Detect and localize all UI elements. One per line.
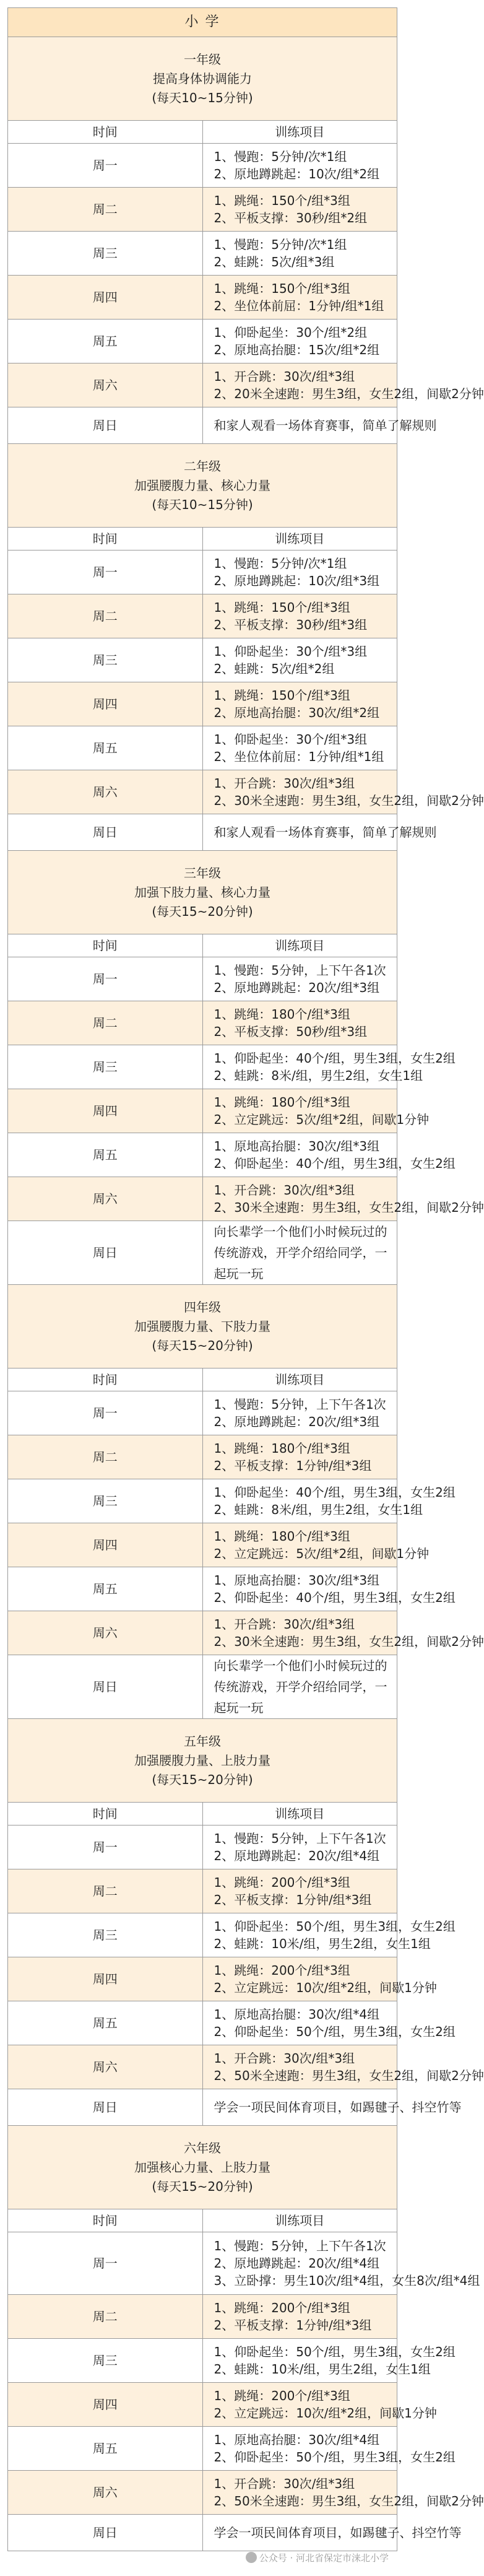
training-item: 1、跳绳：180个/组*3组 (214, 1441, 350, 1456)
training-item: 1、原地高抬腿：30次/组*3组 (214, 1573, 380, 1588)
grade-duration: (每天10~15分钟) (152, 90, 253, 105)
day-cell: 周六 (8, 770, 203, 814)
training-cell (202, 1391, 397, 1435)
grade-header-row (8, 851, 397, 934)
training-item: 1、仰卧起坐：30个/组*3组 (214, 732, 368, 747)
training-item: 1、跳绳：180个/组*3组 (214, 1529, 350, 1544)
training-cell (202, 1001, 397, 1045)
training-cell (202, 1869, 397, 1913)
watermark (246, 2551, 389, 2564)
training-item: 2、原地蹲跳起：20次/组*4组 (214, 1848, 380, 1863)
training-cell (202, 770, 484, 814)
training-item: 和家人观看一场体育赛事，简单了解规则 (214, 825, 437, 840)
day-cell: 周六 (8, 1177, 203, 1221)
training-item: 2、原地蹲跳起：20次/组*3组 (214, 1414, 380, 1429)
training-item: 向长辈学一个他们小时候玩过的传统游戏，开学介绍给同学，一起玩一玩 (214, 1658, 387, 1715)
table-row (8, 1089, 397, 1133)
table-row (8, 1001, 397, 1045)
day-cell: 周三 (8, 2339, 203, 2383)
day-cell: 周四 (8, 276, 203, 320)
column-header-day: 时间 (8, 1368, 203, 1391)
training-item: 1、仰卧起坐：50个/组，男生3组，女生2组 (214, 1919, 456, 1934)
grade-header (8, 37, 397, 121)
grade-name: 六年级 (184, 2140, 221, 2156)
table-row (8, 1479, 397, 1523)
grade-header-row (8, 444, 397, 528)
training-cell (202, 2045, 484, 2089)
day-cell: 周三 (8, 1913, 203, 1957)
table-row (8, 594, 397, 638)
training-item: 2、立定跳远：10次/组*2组，间歇1分钟 (214, 1980, 437, 1995)
table-row (8, 1957, 397, 2001)
training-item: 1、开合跳：30次/组*3组 (214, 2051, 355, 2066)
training-item: 2、20米全速跑：男生3组，女生2组，间歇2分钟 (214, 386, 484, 401)
grade-goal: 加强腰腹力量、核心力量 (134, 477, 270, 493)
day-cell: 周二 (8, 2295, 203, 2339)
training-item: 2、平板支撑：50秒/组*3组 (214, 1024, 368, 1039)
training-item: 2、原地高抬腿：15次/组*2组 (214, 342, 380, 357)
training-item: 1、慢跑：5分钟，上下午各1次 (214, 963, 386, 978)
training-item: 1、开合跳：30次/组*3组 (214, 1183, 355, 1198)
day-cell: 周一 (8, 550, 203, 594)
training-cell (202, 2001, 456, 2045)
training-item: 1、跳绳：150个/组*3组 (214, 281, 350, 296)
training-item: 1、跳绳：150个/组*3组 (214, 600, 350, 615)
grade-name: 二年级 (184, 458, 221, 474)
training-item: 1、仰卧起坐：40个/组，男生3组，女生2组 (214, 1485, 456, 1500)
day-cell: 周六 (8, 1611, 203, 1655)
training-item: 2、蛙跳：5次/组*2组 (214, 661, 335, 676)
column-header-day: 时间 (8, 934, 203, 957)
training-cell (202, 2471, 484, 2515)
day-cell: 周日 (8, 1221, 203, 1285)
training-cell (202, 320, 397, 363)
training-cell (202, 2295, 397, 2339)
column-header-row (8, 2209, 397, 2232)
training-cell (202, 814, 437, 851)
grade-name: 三年级 (184, 865, 221, 881)
grade-duration: (每天10~15分钟) (152, 497, 253, 512)
table-row (8, 1221, 397, 1285)
training-item: 1、仰卧起坐：40个/组，男生3组，女生2组 (214, 1051, 456, 1066)
grade-header (8, 1285, 397, 1368)
table-title-row (8, 8, 397, 37)
day-cell: 周日 (8, 2089, 203, 2126)
day-cell: 周三 (8, 1045, 203, 1089)
training-item: 2、30米全速跑：男生3组，女生2组，间歇2分钟 (214, 1634, 484, 1649)
column-header-row (8, 934, 397, 957)
day-cell: 周日 (8, 407, 203, 444)
grade-header (8, 444, 397, 528)
grade-duration: (每天15~20分钟) (152, 1338, 253, 1353)
training-item: 2、立定跳远：5次/组*2组，间歇1分钟 (214, 1546, 430, 1561)
table-row (8, 144, 397, 188)
training-item: 2、30米全速跑：男生3组，女生2组，间歇2分钟 (214, 793, 484, 808)
training-cell (202, 2232, 480, 2295)
training-item: 和家人观看一场体育赛事，简单了解规则 (214, 418, 437, 433)
training-item: 1、原地高抬腿：30次/组*4组 (214, 2432, 380, 2447)
day-cell: 周四 (8, 1957, 203, 2001)
grade-duration: (每天15~20分钟) (152, 2178, 253, 2194)
training-cell (202, 363, 484, 407)
training-cell (202, 188, 397, 232)
training-item: 2、坐位体前屈：1分钟/组*1组 (214, 298, 384, 313)
table-row (8, 1045, 397, 1089)
training-item: 2、原地蹲跳起：20次/组*3组 (214, 980, 380, 995)
training-item: 1、慢跑：5分钟，上下午各1次 (214, 1397, 386, 1412)
table-row (8, 1435, 397, 1479)
training-cell (202, 2515, 462, 2551)
day-cell: 周一 (8, 1391, 203, 1435)
column-header-row (8, 1803, 397, 1825)
day-cell: 周三 (8, 232, 203, 276)
day-cell: 周五 (8, 1133, 203, 1177)
grade-header-row (8, 37, 397, 121)
training-cell (202, 1177, 484, 1221)
day-cell: 周六 (8, 2045, 203, 2089)
table-row (8, 2515, 397, 2551)
grade-name: 一年级 (184, 51, 221, 67)
training-item: 向长辈学一个他们小时候玩过的传统游戏，开学介绍给同学，一起玩一玩 (214, 1224, 387, 1281)
training-item: 1、跳绳：180个/组*3组 (214, 1095, 350, 1110)
training-item: 1、慢跑：5分钟，上下午各1次 (214, 2239, 386, 2253)
table-row (8, 232, 397, 276)
training-item: 2、50米全速跑：男生3组，女生2组，间歇2分钟 (214, 2494, 484, 2509)
training-cell (202, 1045, 456, 1089)
table-row (8, 1869, 397, 1913)
training-item: 2、平板支撑：30秒/组*3组 (214, 617, 368, 632)
day-cell: 周四 (8, 1523, 203, 1567)
day-cell: 周四 (8, 1089, 203, 1133)
table-row (8, 1655, 397, 1719)
training-cell (202, 1435, 397, 1479)
grade-header-row (8, 2126, 397, 2209)
training-cell (202, 1567, 456, 1611)
table-row (8, 2045, 397, 2089)
table-row (8, 770, 397, 814)
column-header-day: 时间 (8, 2209, 203, 2232)
training-item: 1、跳绳：150个/组*3组 (214, 688, 350, 703)
training-item: 1、慢跑：5分钟/次*1组 (214, 556, 347, 571)
training-cell (202, 1089, 430, 1133)
training-cell (202, 1957, 437, 2001)
table-row (8, 2295, 397, 2339)
training-item: 2、立定跳远：5次/组*2组，间歇1分钟 (214, 1112, 430, 1127)
training-item: 学会一项民间体育项目，如踢毽子、抖空竹等 (214, 2100, 462, 2115)
table-row (8, 638, 397, 682)
training-item: 2、蛙跳：8米/组，男生2组，女生1组 (214, 1068, 423, 1083)
training-cell (202, 1825, 397, 1869)
grade-header-row (8, 1285, 397, 1368)
table-row (8, 2001, 397, 2045)
column-header-content: 训练项目 (202, 934, 397, 957)
training-cell (202, 2089, 462, 2126)
training-item: 2、原地高抬腿：30次/组*2组 (214, 705, 380, 720)
table-title: 小 学 (8, 8, 397, 37)
day-cell: 周五 (8, 2001, 203, 2045)
training-cell (202, 594, 397, 638)
training-item: 1、跳绳：150个/组*3组 (214, 193, 350, 208)
table-row (8, 188, 397, 232)
table-row (8, 2383, 397, 2427)
table-row (8, 363, 397, 407)
grade-goal: 加强核心力量、上肢力量 (134, 2159, 270, 2175)
column-header-content: 训练项目 (202, 1368, 397, 1391)
training-item: 1、慢跑：5分钟/次*1组 (214, 149, 347, 164)
training-item: 2、蛙跳：5次/组*3组 (214, 255, 335, 269)
day-cell: 周六 (8, 2471, 203, 2515)
training-item: 1、开合跳：30次/组*3组 (214, 1617, 355, 1632)
table-row (8, 1523, 397, 1567)
column-header-row (8, 121, 397, 144)
day-cell: 周三 (8, 638, 203, 682)
day-cell: 周五 (8, 320, 203, 363)
day-cell: 周一 (8, 1825, 203, 1869)
training-item: 2、仰卧起坐：40个/组，男生3组，女生2组 (214, 1590, 456, 1605)
column-header-day: 时间 (8, 121, 203, 144)
day-cell: 周五 (8, 2427, 203, 2471)
day-cell: 周二 (8, 188, 203, 232)
table-row (8, 276, 397, 320)
table-body (8, 8, 484, 2551)
column-header-day: 时间 (8, 528, 203, 550)
training-item: 1、仰卧起坐：30个/组*2组 (214, 325, 368, 340)
table-row (8, 726, 397, 770)
column-header-row (8, 528, 397, 550)
table-row (8, 2089, 397, 2126)
watermark-text: 公众号 · 河北省保定市涞北小学 (259, 2552, 389, 2564)
training-cell (202, 1221, 397, 1285)
training-cell (202, 1913, 456, 1957)
grade-header (8, 2126, 397, 2209)
table-row (8, 2471, 397, 2515)
table-row (8, 1567, 397, 1611)
day-cell: 周日 (8, 814, 203, 851)
training-item: 2、平板支撑：30秒/组*2组 (214, 211, 368, 225)
column-header-content: 训练项目 (202, 528, 397, 550)
day-cell: 周三 (8, 1479, 203, 1523)
training-cell (202, 144, 397, 188)
column-header-day: 时间 (8, 1803, 203, 1825)
page (7, 7, 484, 2569)
training-item: 1、跳绳：200个/组*3组 (214, 1963, 350, 1978)
training-item: 2、原地蹲跳起：20次/组*4组 (214, 2256, 380, 2271)
training-schedule-table (7, 7, 484, 2551)
grade-goal: 加强腰腹力量、上肢力量 (134, 1752, 270, 1768)
day-cell: 周一 (8, 2232, 203, 2295)
training-item: 1、开合跳：30次/组*3组 (214, 776, 355, 791)
training-cell (202, 2427, 456, 2471)
table-row (8, 682, 397, 726)
column-header-content: 训练项目 (202, 1803, 397, 1825)
grade-goal: 加强下肢力量、核心力量 (134, 884, 270, 900)
grade-duration: (每天15~20分钟) (152, 1772, 253, 1787)
table-row (8, 407, 397, 444)
training-item: 3、立卧撑：男生10次/组*4组，女生8次/组*4组 (214, 2273, 480, 2288)
training-cell (202, 682, 397, 726)
column-header-content: 训练项目 (202, 121, 397, 144)
wechat-icon (246, 2552, 257, 2563)
day-cell: 周一 (8, 144, 203, 188)
grade-header-row (8, 1719, 397, 1803)
training-item: 1、跳绳：200个/组*3组 (214, 1875, 350, 1890)
day-cell: 周六 (8, 363, 203, 407)
table-row (8, 2232, 397, 2295)
table-row (8, 1391, 397, 1435)
training-cell (202, 1611, 484, 1655)
table-row (8, 2427, 397, 2471)
day-cell: 周一 (8, 957, 203, 1001)
training-item: 2、蛙跳：8米/组，男生2组，女生1组 (214, 1502, 423, 1517)
training-cell (202, 1479, 456, 1523)
table-row (8, 814, 397, 851)
training-item: 1、开合跳：30次/组*3组 (214, 369, 355, 384)
training-item: 2、蛙跳：10米/组，男生2组，女生1组 (214, 1936, 431, 1951)
grade-name: 五年级 (184, 1733, 221, 1749)
training-cell (202, 1655, 397, 1719)
training-item: 2、仰卧起坐：50个/组，男生3组，女生2组 (214, 2024, 456, 2039)
day-cell: 周日 (8, 2515, 203, 2551)
day-cell: 周五 (8, 726, 203, 770)
training-item: 1、原地高抬腿：30次/组*3组 (214, 1139, 380, 1154)
training-cell (202, 407, 437, 444)
training-item: 1、慢跑：5分钟，上下午各1次 (214, 1831, 386, 1846)
training-item: 1、原地高抬腿：30次/组*4组 (214, 2007, 380, 2022)
training-item: 2、立定跳远：10次/组*2组，间歇1分钟 (214, 2406, 437, 2421)
training-cell (202, 550, 397, 594)
grade-goal: 提高身体协调能力 (153, 71, 252, 86)
day-cell: 周四 (8, 682, 203, 726)
training-item: 1、跳绳：200个/组*3组 (214, 2300, 350, 2315)
grade-header (8, 1719, 397, 1803)
training-item: 2、仰卧起坐：40个/组，男生3组，女生2组 (214, 1156, 456, 1171)
training-item: 1、仰卧起坐：50个/组，男生3组，女生2组 (214, 2344, 456, 2359)
table-row (8, 1913, 397, 1957)
column-header-row (8, 1368, 397, 1391)
training-item: 2、坐位体前屈：1分钟/组*1组 (214, 749, 384, 764)
training-item: 2、蛙跳：10米/组，男生2组，女生1组 (214, 2362, 431, 2377)
training-item: 2、原地蹲跳起：10次/组*2组 (214, 167, 380, 181)
training-cell (202, 1523, 430, 1567)
training-cell (202, 957, 397, 1001)
training-item: 2、仰卧起坐：50个/组，男生3组，女生2组 (214, 2450, 456, 2465)
training-item: 1、跳绳：200个/组*3组 (214, 2388, 350, 2403)
table-row (8, 320, 397, 363)
training-item: 1、慢跑：5分钟/次*1组 (214, 237, 347, 252)
training-cell (202, 2383, 437, 2427)
grade-duration: (每天15~20分钟) (152, 903, 253, 919)
day-cell: 周五 (8, 1567, 203, 1611)
table-row (8, 2339, 397, 2383)
grade-header (8, 851, 397, 934)
training-cell (202, 726, 397, 770)
day-cell: 周日 (8, 1655, 203, 1719)
training-item: 2、原地蹲跳起：10次/组*3组 (214, 573, 380, 588)
training-item: 2、30米全速跑：男生3组，女生2组，间歇2分钟 (214, 1200, 484, 1215)
training-item: 2、平板支撑：1分钟/组*3组 (214, 1892, 372, 1907)
training-item: 2、平板支撑：1分钟/组*3组 (214, 2318, 372, 2333)
table-row (8, 1177, 397, 1221)
day-cell: 周四 (8, 2383, 203, 2427)
training-item: 1、仰卧起坐：30个/组*3组 (214, 644, 368, 659)
training-cell (202, 232, 397, 276)
training-item: 学会一项民间体育项目，如踢毽子、抖空竹等 (214, 2525, 462, 2540)
column-header-content: 训练项目 (202, 2209, 397, 2232)
day-cell: 周二 (8, 1869, 203, 1913)
training-cell (202, 1133, 456, 1177)
table-row (8, 1133, 397, 1177)
table-row (8, 550, 397, 594)
day-cell: 周二 (8, 594, 203, 638)
table-row (8, 1611, 397, 1655)
grade-goal: 加强腰腹力量、下肢力量 (134, 1318, 270, 1334)
grade-name: 四年级 (184, 1299, 221, 1315)
training-item: 2、50米全速跑：男生3组，女生2组，间歇2分钟 (214, 2068, 484, 2083)
training-item: 1、跳绳：180个/组*3组 (214, 1007, 350, 1022)
training-cell (202, 2339, 456, 2383)
training-item: 2、平板支撑：1分钟/组*3组 (214, 1458, 372, 1473)
training-item: 1、开合跳：30次/组*3组 (214, 2476, 355, 2491)
day-cell: 周二 (8, 1435, 203, 1479)
training-cell (202, 276, 397, 320)
table-row (8, 1825, 397, 1869)
day-cell: 周二 (8, 1001, 203, 1045)
training-cell (202, 638, 397, 682)
table-row (8, 957, 397, 1001)
